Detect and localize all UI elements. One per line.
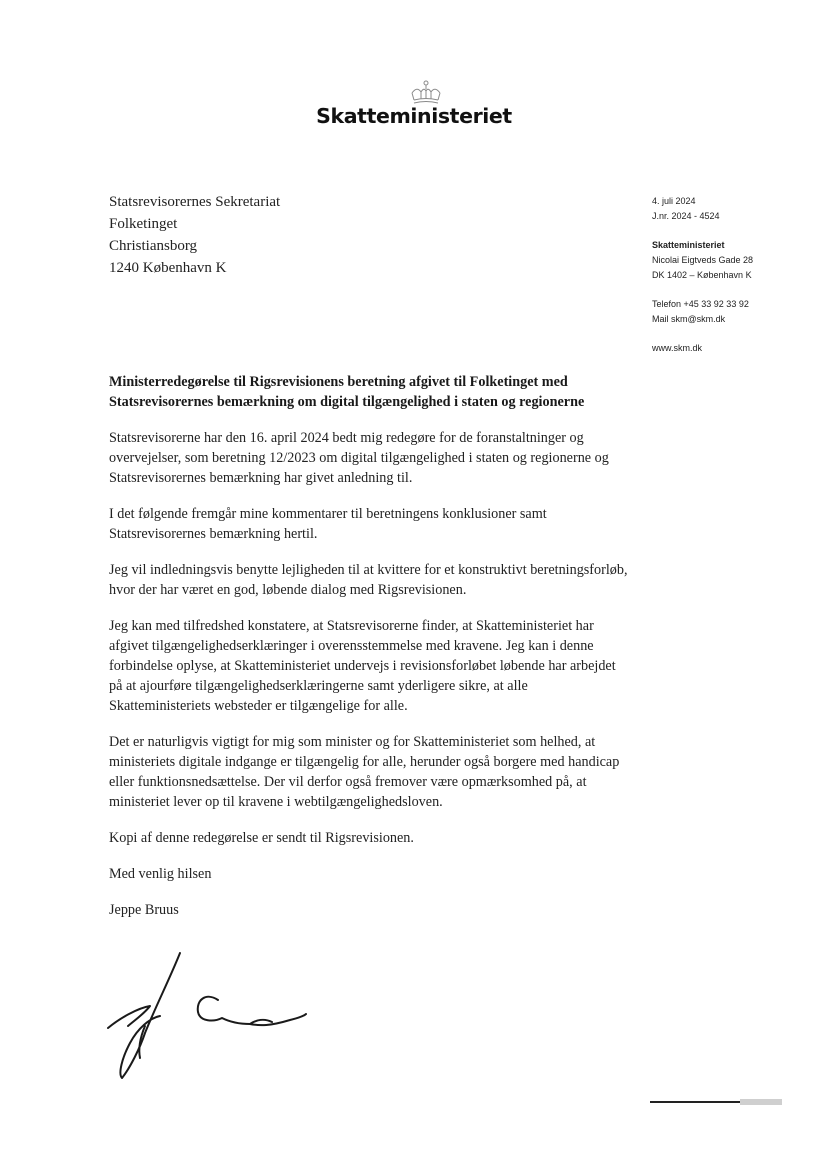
journal-number: J.nr. 2024 - 4524 (652, 211, 720, 221)
sender-address-line: DK 1402 – København K (652, 270, 752, 280)
sender-website: www.skm.dk (652, 343, 703, 353)
recipient-line: Statsrevisorernes Sekretariat (109, 194, 281, 210)
recipient-line: Christiansborg (109, 238, 198, 254)
footer-rule-dark (650, 1101, 740, 1103)
sender-mail: Mail skm@skm.dk (652, 314, 726, 324)
recipient-line: 1240 København K (109, 260, 227, 276)
recipient-line: Folketinget (109, 216, 178, 232)
footer-rule-light (740, 1099, 782, 1105)
footer-rule (650, 1099, 782, 1105)
letter-subject: Ministerredegørelse til Rigsrevisionens beretning afgivet til Folketinget med Statsrevisorernes bemærkning om digital tilgængelighed i staten og regionerne (109, 374, 585, 410)
ministry-name: Skatteministeriet (316, 104, 512, 128)
letter-body (109, 428, 629, 936)
body-paragraph: Kopi af denne redegørelse er sendt til Rigsrevisionen. (109, 830, 414, 846)
body-paragraph: Statsrevisorerne har den 16. april 2024 bedt mig redegøre for de foranstaltninger og overvejelser, som beretning 12/2023 om digital tilgængelighed i staten og regionerne og Statsrevisorernes bemærkning har givet anledning til. (109, 430, 609, 486)
handwritten-signature-icon (100, 948, 310, 1088)
body-paragraph: Jeg kan med tilfredshed konstatere, at Statsrevisorerne finder, at Skatteministeriet har afgivet tilgængelighedserklæringer i overensstemmelse med kravene. Jeg kan i denne forbindelse oplyse, at Skatteministeriet undervejs i revisionsforløbet løbende har arbejdet på at ajourføre tilgængelighedserklæringerne samt yderligere sikre, at alle Skatteministeriets websteder er tilgængelige for alle. (109, 618, 616, 714)
signer-name: Jeppe Bruus (109, 902, 179, 918)
sender-info (652, 194, 753, 356)
sender-phone: Telefon +45 33 92 33 92 (652, 299, 749, 309)
crown-icon (409, 80, 443, 106)
sender-address-line: Nicolai Eigtveds Gade 28 (652, 255, 754, 265)
recipient-address (109, 191, 280, 279)
body-paragraph: I det følgende fremgår mine kommentarer til beretningens konklusioner samt Statsrevisorernes bemærkning hertil. (109, 506, 547, 542)
letter-date: 4. juli 2024 (652, 196, 696, 206)
body-paragraph: Det er naturligvis vigtigt for mig som minister og for Skatteministeriet som helhed, at ministeriets digitale indgange er tilgængelig for alle, herunder også borgere med handicap eller funktionsnedsættelse. Der vil derfor også fremover være opmærksomhed på, at ministeriet lever op til kravene i webtilgængelighedsloven. (109, 734, 620, 810)
sender-name: Skatteministeriet (652, 240, 725, 250)
closing-greeting: Med venlig hilsen (109, 866, 212, 882)
body-paragraph: Jeg vil indledningsvis benytte lejligheden til at kvittere for et konstruktivt beretningsforløb, hvor der har været en god, løbende dialog med Rigsrevisionen. (109, 562, 628, 598)
